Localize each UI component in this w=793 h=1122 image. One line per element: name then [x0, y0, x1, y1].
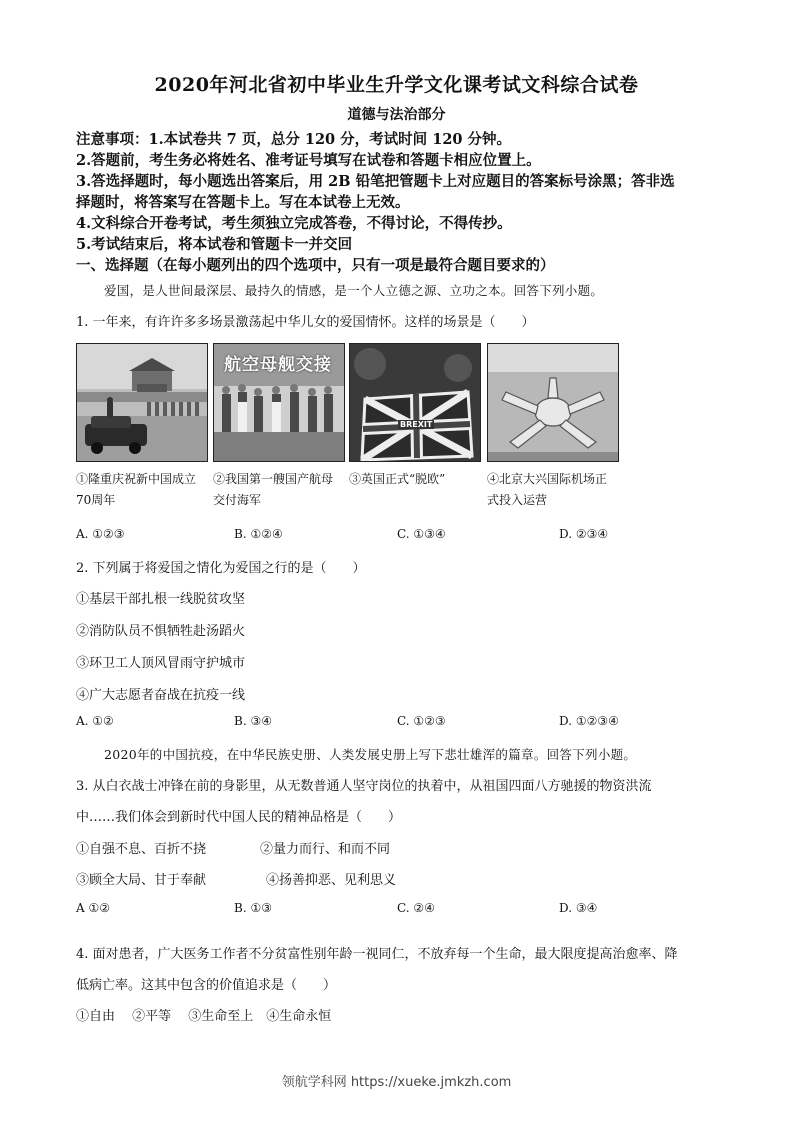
notice-line-2: 2.答题前，考生务必将姓名、准考证号填写在试卷和答题卡相应位置上。 — [76, 152, 541, 169]
photo-brexit-flag — [349, 343, 481, 462]
carrier-banner-text: 航空母舰交接 — [224, 355, 332, 375]
question-3-stem-line-2: 中……我们体会到新时代中国人民的精神品格是（ ） — [76, 810, 402, 825]
q3-option-d: D. ③④ — [559, 901, 598, 915]
photo-parade — [76, 343, 208, 462]
photo-caption-3: ③英国正式“脱欧” — [349, 472, 446, 486]
photo-caption-1: ①隆重庆祝新中国成立70周年 — [76, 472, 197, 507]
q2-item-2: ②消防队员不惧牺牲赴汤蹈火 — [76, 624, 246, 639]
q2-item-4: ④广大志愿者奋战在抗疫一线 — [76, 688, 246, 703]
q3-option-b: B. ①③ — [234, 901, 272, 915]
question-1-stem: 1. 一年来，有许许多多场景激荡起中华儿女的爱国情怀。这样的场景是（ ） — [76, 315, 535, 330]
intro-paragraph-2: 2020年的中国抗疫，在中华民族史册、人类发展史册上写下悲壮雄浑的篇章。回答下列小题。 — [104, 747, 637, 762]
question-4-stem-line-1: 4. 面对患者，广大医务工作者不分贫富性别年龄一视同仁，不放弃每一个生命，最大限度提高治愈率、降 — [76, 947, 678, 962]
intro-paragraph-1: 爱国，是人世间最深层、最持久的情感，是一个人立德之源、立功之本。回答下列小题。 — [104, 283, 604, 298]
section-heading: 一、选择题（在每小题列出的四个选项中，只有一项是最符合题目要求的） — [76, 257, 555, 274]
notice-line-5: 4.文科综合开卷考试，考生须独立完成答卷，不得讨论，不得传抄。 — [76, 215, 512, 232]
question-3-stem-line-1: 3. 从白衣战士冲锋在前的身影里，从无数普通人坚守岗位的执着中，从祖国四面八方驰援的物资洪流 — [76, 779, 652, 794]
footer-watermark: 领航学科网 https://xueke.jmkzh.com — [281, 1075, 512, 1090]
question-4-stem-line-2: 低病亡率。这其中包含的价值追求是（ ） — [76, 978, 337, 993]
q2-item-1: ①基层干部扎根一线脱贫攻坚 — [76, 592, 246, 607]
q3-item-1: ①自强不息、百折不挠 — [76, 842, 207, 857]
q2-option-b: B. ③④ — [234, 714, 272, 728]
photo-caption-2: ②我国第一艘国产航母交付海军 — [213, 472, 334, 507]
q3-item-2: ②量力而行、和而不同 — [260, 842, 391, 857]
photo-caption-4: ④北京大兴国际机场正式投入运营 — [487, 472, 608, 507]
photo-daxing-airport — [487, 343, 619, 462]
q4-items: ①自由 ②平等 ③生命至上 ④生命永恒 — [76, 1009, 332, 1024]
q3-option-c: C. ②④ — [397, 901, 435, 915]
q2-item-3: ③环卫工人顶风冒雨守护城市 — [76, 656, 246, 671]
q3-option-a: A ①② — [76, 901, 110, 915]
notice-line-4: 择题时，将答案写在答题卡上。写在本试卷上无效。 — [76, 194, 410, 211]
exam-title: 2020年河北省初中毕业生升学文化课考试文科综合试卷 — [154, 74, 639, 96]
brexit-flag-text: BREXIT — [400, 420, 433, 429]
q3-item-3: ③顾全大局、甘于奉献 — [76, 873, 207, 888]
q1-option-d: D. ②③④ — [559, 527, 609, 541]
q1-option-b: B. ①②④ — [234, 527, 283, 541]
question-2-stem: 2. 下列属于将爱国之情化为爱国之行的是（ ） — [76, 561, 366, 576]
section-subtitle: 道德与法治部分 — [347, 107, 446, 123]
q3-item-4: ④扬善抑恶、见利思义 — [266, 873, 397, 888]
q1-option-c: C. ①③④ — [397, 527, 446, 541]
q2-option-a: A. ①② — [76, 714, 114, 728]
q2-option-d: D. ①②③④ — [559, 714, 619, 728]
notice-line-3: 3.答选择题时，每小题选出答案后，用 2B 铅笔把管题卡上对应题目的答案标号涂黑；答非选 — [76, 173, 675, 190]
notice-line-1: 注意事项：1.本试卷共 7 页，总分 120 分，考试时间 120 分钟。 — [76, 131, 512, 148]
q2-option-c: C. ①②③ — [397, 714, 446, 728]
notice-line-6: 5.考试结束后，将本试卷和管题卡一并交回 — [76, 236, 353, 253]
q1-option-a: A. ①②③ — [76, 527, 125, 541]
